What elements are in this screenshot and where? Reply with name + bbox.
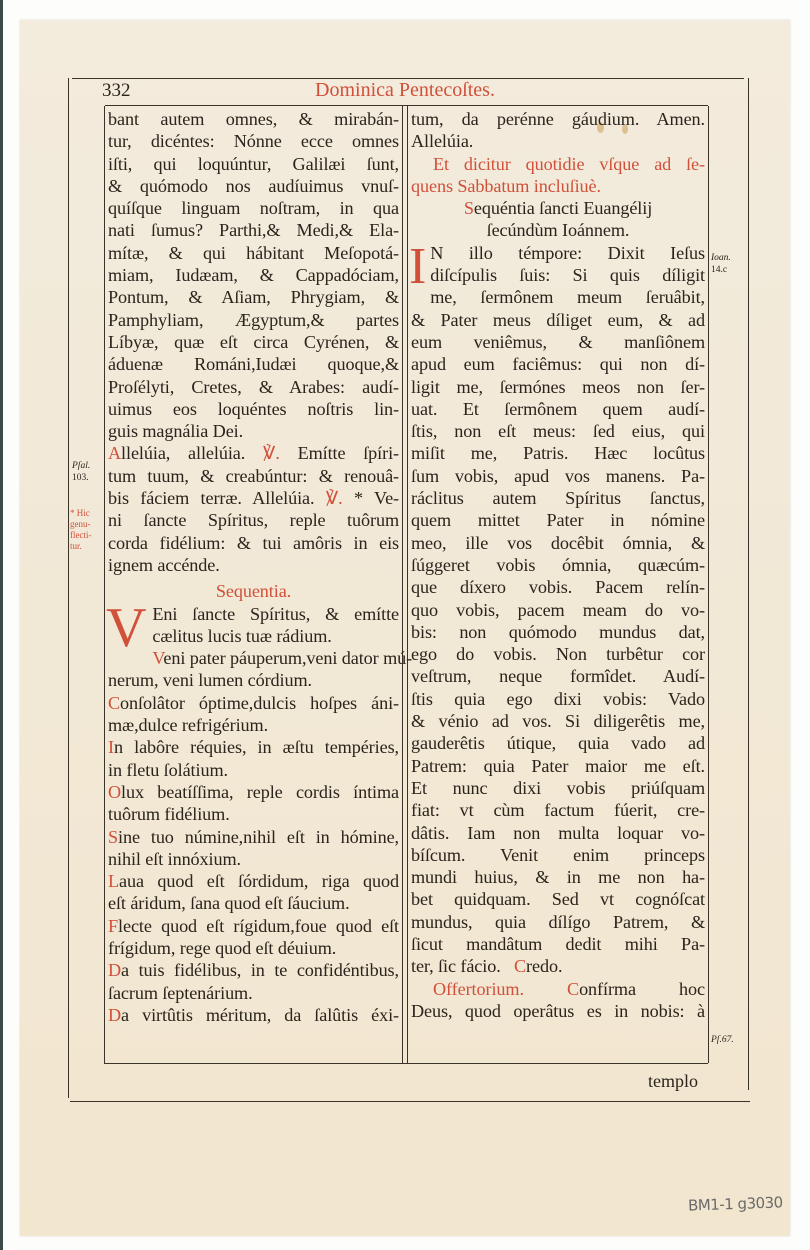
left-text-line: uimus eos loquéntes noſtris lin- bbox=[108, 398, 399, 419]
stanza-line: In labôre réquies, in æſtu tempéries, bbox=[108, 737, 399, 758]
left-text-line: Líbyæ, quæ eſt circa Cyrénen, & bbox=[108, 331, 399, 352]
left-text-line: iſti, qui loquúntur, Galilæi ſunt, bbox=[108, 153, 399, 174]
alleluia-line-1: Allelúia, allelúia. ℣. Emítte ſpíri- bbox=[108, 443, 399, 464]
frame-rule-left bbox=[68, 78, 69, 1098]
stanza-line: Sine tuo númine,nihil eſt in hómine, bbox=[108, 826, 399, 847]
left-text-line: mítæ, & qui hábitant Meſopotá- bbox=[108, 242, 399, 263]
sequentia-title: Sequentia. bbox=[215, 581, 292, 602]
gospel-text-line: ráclitus autem Spíritus ſanctus, bbox=[411, 488, 705, 509]
stanza-line: nerum, veni lumen córdium. bbox=[108, 670, 312, 691]
offertory-line-2: Deus, quod operâtus es in nobis: à bbox=[411, 1000, 705, 1021]
left-text-line: & quómodo nos audíuimus vnuſ- bbox=[108, 175, 399, 196]
gospel-text-line: & vénio ad vos. Si diligerêtis me, bbox=[411, 711, 705, 732]
left-column bbox=[106, 108, 413, 1026]
gospel-text-line: ligit me, ſermónes meos non ſer- bbox=[411, 376, 705, 397]
gospel-text-line: ſtis quia ego dixi vobis: Vado bbox=[411, 688, 705, 709]
stanza-initial: O bbox=[108, 781, 122, 802]
gospel-text-line: eum veniêmus, & manſiônem bbox=[411, 331, 705, 352]
gospel-text-line: bis: non quómodo mundus dat, bbox=[411, 621, 705, 642]
gospel-text-line: mundi huius, & in me non ha- bbox=[411, 867, 705, 888]
alleluia-line-4: ni ſancte Spíritus, reple tuôrum bbox=[108, 510, 399, 531]
stanza-line: nihil eſt innóxium. bbox=[108, 848, 241, 869]
margin-ref-psalm: Pſal. 103. bbox=[72, 461, 91, 483]
offertory-line-1: Offertorium. Confírma hoc bbox=[433, 978, 706, 999]
gospel-text-line: fiat: vt cùm factum fúerit, cre- bbox=[411, 800, 705, 821]
stanza-initial: F bbox=[108, 915, 119, 936]
right-column bbox=[411, 108, 705, 1022]
right-column-rule bbox=[708, 106, 709, 1063]
gospel-text-line: ſicut mandâtum dedit mihi Pa- bbox=[411, 933, 705, 954]
alleluia-line-5: corda fidélium: & tui amôris in eis bbox=[108, 532, 399, 553]
stanza-line: Veni pater páuperum,veni dator mú- bbox=[152, 648, 413, 669]
stanza-line: in fletu ſolátium. bbox=[108, 759, 228, 780]
margin-note-genuflection: * Hic genu- flecti- tur. bbox=[70, 508, 92, 551]
gospel-last-line: ter, ſic fácio. Credo. bbox=[411, 956, 563, 977]
gospel-text-line: veſtrum, neque formîdet. Audí- bbox=[411, 666, 705, 687]
shelfmark-handwritten: BM1-1 g3030 bbox=[687, 1193, 783, 1215]
stanza-initial: I bbox=[108, 737, 114, 758]
gospel-line-1: N illo témpore: Dixit Ieſus bbox=[430, 242, 705, 263]
stanza-initial: D bbox=[108, 1004, 122, 1025]
margin-ref-psalm-67: Pſ.67. bbox=[711, 1035, 734, 1045]
gospel-text-line: dâtis. Iam non multa loquar vo- bbox=[411, 822, 705, 843]
stanza-initial: D bbox=[108, 960, 122, 981]
gospel-text-line: bet quidquam. Sed vt cognóſcat bbox=[411, 889, 705, 910]
stanza-line: mæ,dulce refrigérium. bbox=[108, 715, 269, 736]
alleluia-line-3: bis fáciem terræ. Allelúia. ℣. * Ve- bbox=[108, 488, 399, 509]
left-text-line: tur, dicéntes: Nónne ecce omnes bbox=[108, 131, 399, 152]
gospel-text-line: quem mittet Pater in nómine bbox=[411, 510, 705, 531]
left-text-line: Pontum, & Aſiam, Phrygiam, & bbox=[108, 287, 399, 308]
sequence-line-1: Eni ſancte Spíritus, & emítte bbox=[152, 603, 399, 624]
right-line-1: tum, da perénne gáudium. Amen. bbox=[411, 109, 705, 129]
gospel-text-line: ſúggeret vobis ómnia, quæcúm- bbox=[411, 554, 705, 575]
left-column-lines bbox=[108, 108, 399, 442]
stanza-initial: C bbox=[108, 692, 121, 713]
gospel-text-line: gauderêtis útique, quia vado ad bbox=[411, 733, 705, 754]
center-rule-left bbox=[402, 106, 403, 1063]
gospel-text-line: mundus, quia dílígo Patrem, & bbox=[411, 911, 705, 932]
gospel-text-line: Patrem: quia Pater maior me eſt. bbox=[411, 755, 705, 776]
gospel-text-line: uat. Et ſermônem quem audí- bbox=[411, 398, 705, 419]
left-text-line: bant autem omnes, & mirabán- bbox=[108, 109, 399, 129]
stanza-line: ſacrum ſeptenárium. bbox=[108, 982, 253, 1003]
stanza-line: Laua quod eſt ſórdidum, riga quod bbox=[108, 871, 399, 892]
gospel-text-line: apud eum faciêmus: qui non dí- bbox=[411, 354, 705, 375]
gospel-text-line: meo, ille vos docêbit ómnia, & bbox=[411, 532, 705, 553]
columns-bottom-rule bbox=[104, 1063, 708, 1064]
gospel-title-1: Sequéntia ſancti Euangélij bbox=[463, 198, 653, 219]
stanza-initial: S bbox=[108, 826, 119, 847]
right-line-2: Allelúia. bbox=[411, 131, 474, 152]
stanza-initial: L bbox=[108, 871, 120, 892]
alleluia-line-6: ignem accénde. bbox=[108, 554, 220, 575]
margin-ref-john: Ioan. 14.c bbox=[711, 253, 731, 275]
left-text-line: áduenæ Románi,Iudæi quoque,& bbox=[108, 354, 399, 375]
gospel-text-line: bíſcum. Venit enim princeps bbox=[411, 844, 705, 865]
left-text-line: quíſque linguam noſtram, in qua bbox=[108, 198, 399, 219]
gospel-title-2: ſecúndùm Ioánnem. bbox=[486, 220, 630, 241]
center-rule-right bbox=[407, 106, 408, 1063]
stanza-line: tuôrum fidélium. bbox=[108, 804, 230, 825]
scan-edge bbox=[0, 0, 3, 1250]
left-text-line: Pamphyliam, Ægyptum,& partes bbox=[108, 309, 399, 330]
sequence-stanzas bbox=[108, 647, 413, 1026]
gospel-line-2: diſcípulis ſuis: Si quis díligit bbox=[430, 265, 705, 286]
stanza-line: Conſolâtor óptime,dulcis hoſpes áni- bbox=[108, 692, 399, 713]
page-number: 332 bbox=[102, 80, 131, 101]
gospel-text-line: Et nunc dixi vobis priúſquam bbox=[411, 777, 705, 798]
gospel-text-line: que díxero vobis. Pacem relín- bbox=[411, 577, 705, 598]
gospel-text-line: me, ſermônem meum ſeruâbit, bbox=[430, 287, 705, 308]
left-text-line: nati ſumus? Parthi,& Medi,& Ela- bbox=[108, 220, 399, 241]
gospel-text-line: ſum vobis, apud vos manens. Pa- bbox=[411, 465, 705, 486]
gospel-opening bbox=[409, 237, 705, 295]
gospel-text-line: ego do vobis. Non turbêtur cor bbox=[411, 644, 705, 665]
gospel-lines bbox=[411, 286, 705, 955]
left-column-rule bbox=[104, 106, 105, 1063]
gospel-text-line: quo vobis, pacem meam do vo- bbox=[411, 599, 705, 620]
rubric-line-2: quens Sabbatum incluſiuè. bbox=[411, 175, 601, 196]
versicle-mark: ℣. bbox=[325, 488, 343, 509]
drop-initial-v: V bbox=[106, 596, 147, 659]
alleluia-initial: A bbox=[108, 443, 122, 464]
rubric-line-1: Et dicitur quotidie vſque ad ſe- bbox=[433, 153, 705, 174]
stanza-line: Da virtûtis méritum, da ſalûtis éxi- bbox=[108, 1004, 399, 1025]
left-text-line: guis magnália Dei. bbox=[108, 421, 244, 442]
stanza-initial: V bbox=[152, 648, 164, 669]
left-text-line: miam, Iudæam, & Cappadóciam, bbox=[108, 265, 399, 286]
stanza-line: Flecte quod eſt rígidum,foue quod eſt bbox=[108, 915, 399, 936]
gospel-text-line: & Pater meus díliget eum, & ad bbox=[411, 309, 705, 330]
sequence-opening bbox=[106, 596, 399, 659]
frame-rule-right bbox=[748, 78, 749, 1090]
left-text-line: Proſélyti, Cretes, & Arabes: audí- bbox=[108, 376, 399, 397]
stanza-line: Da tuis fidélibus, in te confidéntibus, bbox=[108, 960, 399, 981]
gospel-text-line: ſtis, non eſt meus: ſed eius, qui bbox=[411, 421, 705, 442]
running-head: Dominica Pentecoſtes. bbox=[315, 79, 495, 101]
sequence-line-2: cælitus lucis tuæ rádium. bbox=[152, 625, 332, 646]
gospel-text-line: miſit me, Patris. Hæc locûtus bbox=[411, 443, 705, 464]
alleluia-line-2: tum tuum, & creabúntur: & renouâ- bbox=[108, 465, 399, 486]
stanza-line: eſt áridum, ſana quod eſt ſáucium. bbox=[108, 893, 350, 914]
stanza-line: frígidum, rege quod eſt déuium. bbox=[108, 937, 337, 958]
versicle-mark: ℣. bbox=[262, 443, 280, 464]
stanza-line: Olux beatíſſima, reple cordis íntima bbox=[108, 781, 399, 802]
drop-initial-i: I bbox=[409, 237, 427, 295]
frame-rule-bottom bbox=[70, 1101, 750, 1102]
catchword: templo bbox=[648, 1071, 698, 1091]
